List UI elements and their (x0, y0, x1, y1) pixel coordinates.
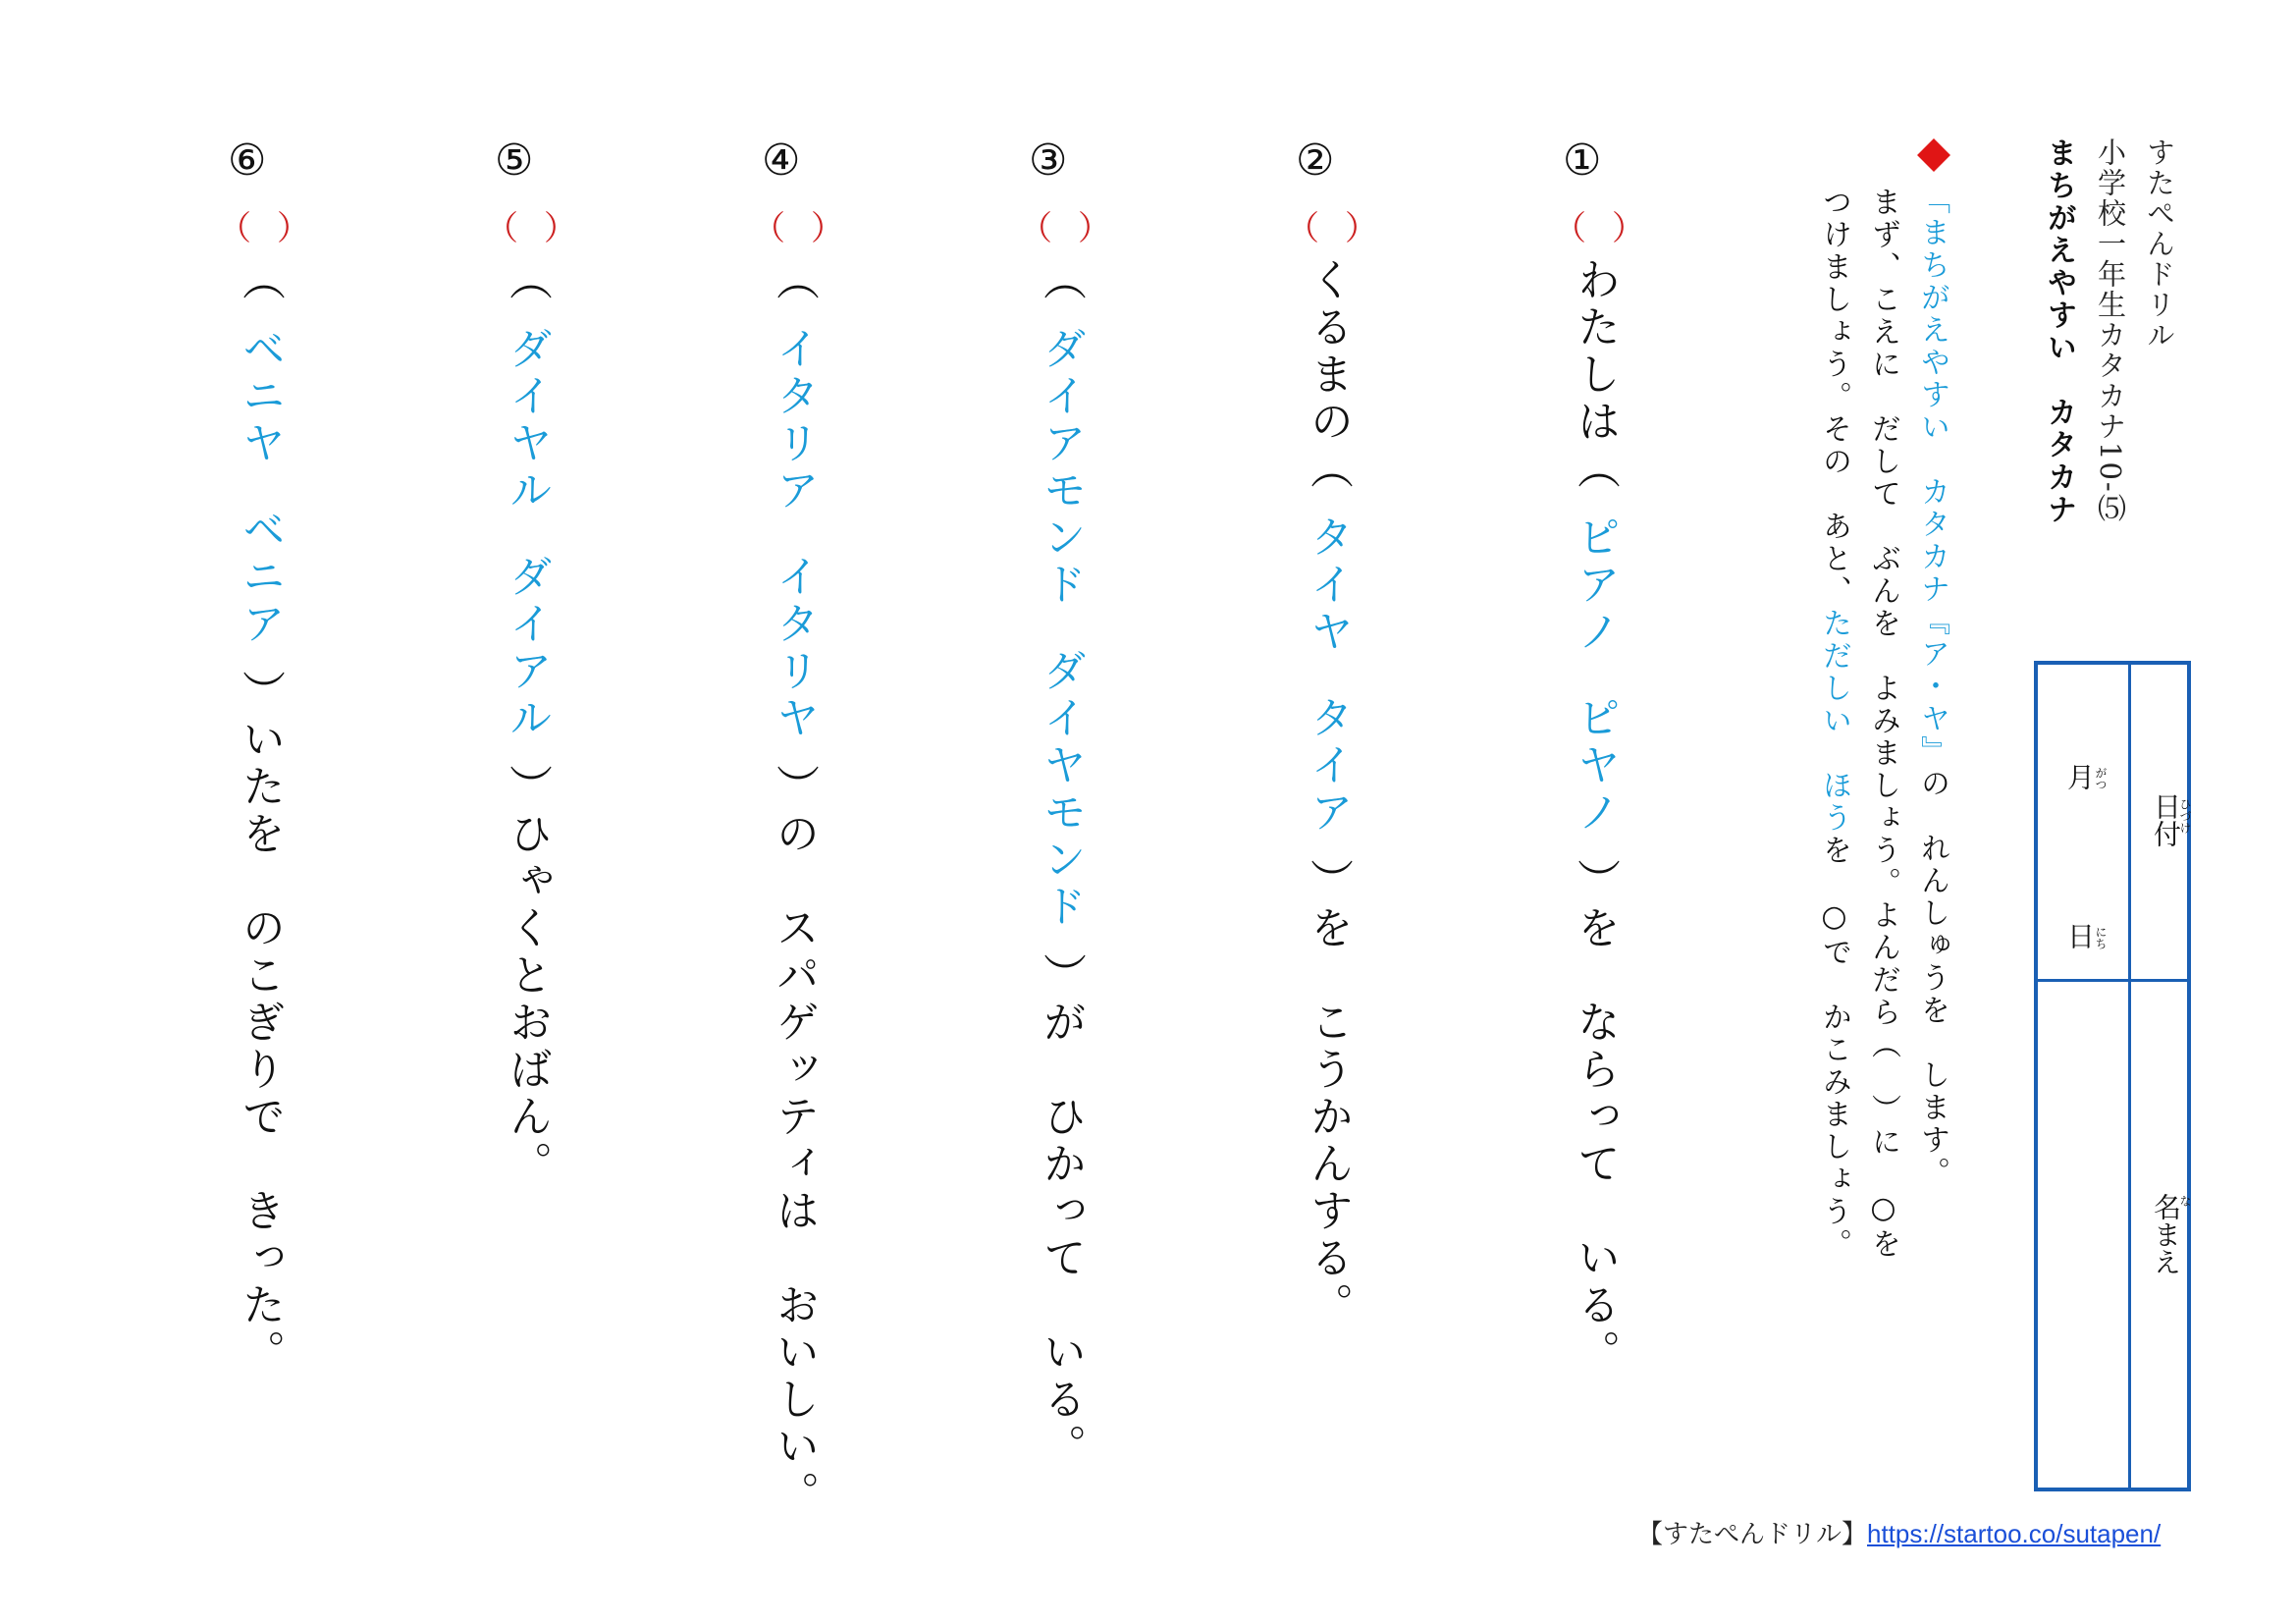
instruction-topic: 「まちがえやすい カタカナ『ア・ヤ』 (1915, 185, 1949, 768)
month-ruby: がつ (2094, 767, 2108, 790)
sentence-after: ）が ひかって いる。 (1036, 952, 1086, 1471)
date-label: 日付 (2150, 792, 2182, 847)
choice-option-2[interactable]: ダイアル (502, 554, 552, 742)
worksheet-title: まちがえやすい カタカナ (2042, 137, 2076, 526)
sentence-after: ）の スパゲッティは おいしい。 (769, 764, 819, 1518)
choice-option-2[interactable]: ダイヤモンド (1036, 648, 1086, 931)
question-sentence (1563, 257, 1626, 1377)
sentence-after: ）を ならって いる。 (1570, 858, 1620, 1377)
question-sentence (1296, 257, 1359, 1329)
sentence-before: （ (769, 257, 819, 304)
worksheet-grade-label: 小学校一年生カタカナ10-⑸ (2094, 137, 2127, 524)
choice-option-2[interactable]: ピヤノ (1570, 695, 1620, 837)
date-name-box (2034, 661, 2191, 1491)
instruction-line-1 (1910, 185, 1953, 1189)
answer-blank[interactable]: （） (1553, 209, 1671, 248)
choice-option-1[interactable]: ベニヤ (235, 326, 285, 467)
question-sentence (1029, 257, 1092, 1471)
box-divider-vertical (2128, 665, 2131, 1488)
brand-name: すたぺんドリル (2143, 137, 2176, 351)
date-ruby: ひづけ (2178, 798, 2192, 834)
choice-option-1[interactable]: タイヤ (1303, 514, 1353, 656)
answer-blank[interactable]: （） (485, 209, 603, 248)
instruction-line-3-a: つけましょう。その あと、 (1817, 187, 1851, 608)
sentence-before: （ (235, 257, 285, 304)
name-field[interactable]: 名まえ (2150, 1193, 2182, 1275)
question-number: ② (1296, 135, 1335, 186)
instruction-line-3 (1812, 187, 1855, 1261)
instruction-line-2: まず、こえに だして ぶんを よみましょう。よんだら（ ）に ○を (1866, 187, 1900, 1261)
question-sentence (495, 257, 558, 1188)
choice-option-2[interactable]: イタリヤ (769, 554, 819, 742)
name-ruby: な (2178, 1195, 2192, 1207)
sentence-after: ）を こうかんする。 (1303, 858, 1353, 1329)
question-number: ③ (1029, 135, 1068, 186)
question-number: ④ (762, 135, 801, 186)
sentence-before: （ (1036, 257, 1086, 304)
instruction-correct-word: ただしい ほう (1817, 608, 1851, 835)
answer-blank[interactable]: （） (1019, 209, 1137, 248)
footer-label: 【すたぺんドリル】 (1637, 1520, 1868, 1549)
choice-option-2[interactable]: ベニア (235, 507, 285, 648)
answer-blank[interactable]: （） (1286, 209, 1404, 248)
choice-option-1[interactable]: ピアノ (1570, 514, 1620, 656)
sentence-after: ）いたを のこぎりで きった。 (235, 670, 285, 1377)
day-field[interactable]: 日 (2063, 922, 2096, 949)
choice-option-2[interactable]: タイア (1303, 695, 1353, 837)
sentence-before: くるまの（ (1303, 257, 1353, 493)
answer-blank[interactable]: （） (752, 209, 870, 248)
question-sentence (228, 257, 291, 1377)
question-number: ⑤ (495, 135, 534, 186)
footer-credit (1637, 1514, 2161, 1550)
day-ruby: にち (2094, 926, 2108, 949)
choice-option-1[interactable]: ダイアモンド (1036, 326, 1086, 609)
sentence-before: わたしは（ (1570, 257, 1620, 493)
choice-option-1[interactable]: イタリア (769, 326, 819, 514)
sentence-after: ）ひゃくとおばん。 (502, 764, 552, 1188)
instruction-line-1-rest: の れんしゅうを します。 (1915, 768, 1949, 1189)
question-sentence (762, 257, 825, 1518)
sentence-before: （ (502, 257, 552, 304)
question-number: ⑥ (228, 135, 267, 186)
question-number: ① (1563, 135, 1602, 186)
instruction-line-3-b: を ○で かこみましょう。 (1817, 835, 1851, 1261)
month-field[interactable]: 月 (2063, 763, 2096, 790)
footer-link[interactable]: https://startoo.co/sutapen/ (1867, 1519, 2162, 1548)
box-divider-horizontal (2038, 979, 2187, 982)
answer-blank[interactable]: （） (218, 209, 336, 248)
choice-option-1[interactable]: ダイヤル (502, 326, 552, 514)
diamond-bullet-icon (1917, 138, 1950, 172)
